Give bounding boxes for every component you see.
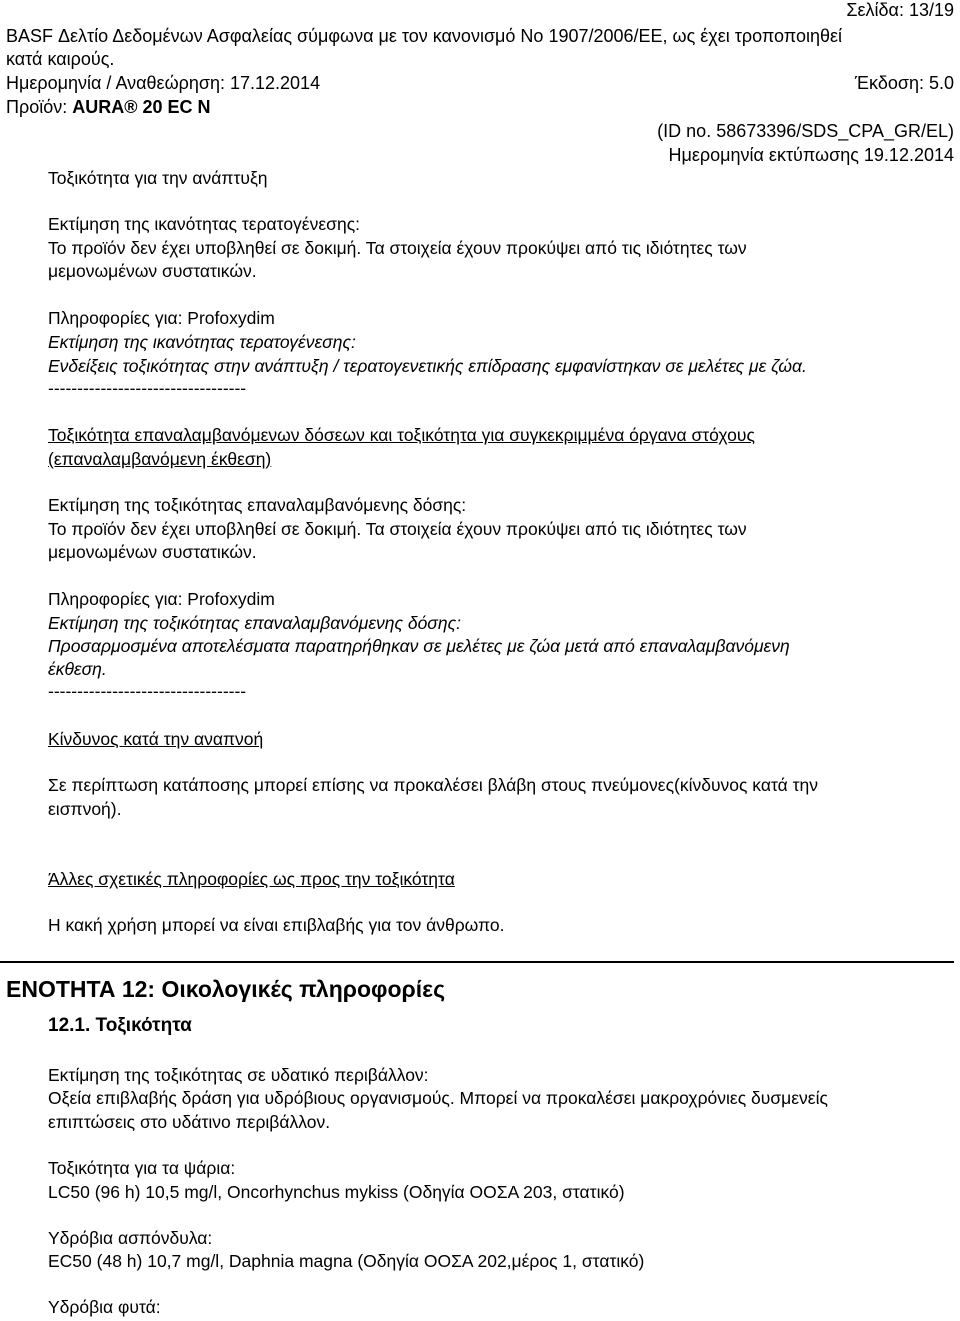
print-date: Ημερομηνία εκτύπωσης 19.12.2014 [668,145,954,165]
repeated-info-for: Πληροφορίες για: Profoxydim [48,589,275,609]
repeated-heading-line2: (επαναλαμβανόμενη έκθεση) [48,449,272,469]
page-number: Σελίδα: 13/19 [846,0,954,20]
document-id: (ID no. 58673396/SDS_CPA_GR/EL) [657,121,954,141]
dev-tox-info-text: Ενδείξεις τοξικότητας στην ανάπτυξη / τερατογενετικής επίδρασης εμφανίστηκαν σε μελέτες με ζώα. [48,356,807,376]
aquatic-plants-label: Υδρόβια φυτά: [48,1297,161,1317]
separator: ---------------------------------- [48,681,247,701]
header-title-line2: κατά καιρούς. [6,49,115,69]
product-name: AURA® 20 EC N [72,97,211,117]
repeated-assessment-label: Εκτίμηση της τοξικότητας επαναλαμβανόμενης δόσης: [48,495,467,515]
version: Έκδοση: 5.0 [854,73,954,93]
aquatic-label: Εκτίμηση της τοξικότητας σε υδατικό περιβάλλον: [48,1065,429,1085]
invertebrates-label: Υδρόβια ασπόνδυλα: [48,1228,213,1248]
aspiration-text-line1: Σε περίπτωση κατάποσης μπορεί επίσης να προκαλέσει βλάβη στους πνεύμονες(κίνδυνος κατά την [48,775,818,795]
section12-title: ΕΝΟΤΗΤΑ 12: Οικολογικές πληροφορίες [6,976,446,1002]
product-label: Προϊόν: [6,97,73,117]
section-divider [0,961,954,963]
dev-tox-assessment-line1: Το προϊόν δεν έχει υποβληθεί σε δοκιμή. Τα στοιχεία έχουν προκύψει από τις ιδιότητες των [48,238,747,258]
fish-value: LC50 (96 h) 10,5 mg/l, Oncorhynchus mykiss (Οδηγία ΟΟΣΑ 203, στατικό) [48,1182,625,1202]
aquatic-line2: επιπτώσεις στο υδάτινο περιβάλλον. [48,1112,331,1132]
invertebrates-value: EC50 (48 h) 10,7 mg/l, Daphnia magna (Οδηγία ΟΟΣΑ 202,μέρος 1, στατικό) [48,1251,645,1271]
repeated-assessment-line1: Το προϊόν δεν έχει υποβληθεί σε δοκιμή. Τα στοιχεία έχουν προκύψει από τις ιδιότητες των [48,519,747,539]
dev-tox-info-for: Πληροφορίες για: Profoxydim [48,308,275,328]
product-line [6,97,211,118]
dev-tox-assessment-label: Εκτίμηση της ικανότητας τερατογένεσης: [48,214,360,234]
dev-tox-heading: Τοξικότητα για την ανάπτυξη [48,168,268,188]
repeated-info-line2: έκθεση. [48,659,107,679]
separator: ---------------------------------- [48,378,247,398]
header-title-line1: BASF Δελτίο Δεδομένων Ασφαλείας σύμφωνα με τον κανονισμό Νο 1907/2006/ΕΕ, ως έχει τροποποιηθεί [6,26,843,46]
section12-subtitle: 12.1. Τοξικότητα [48,1015,192,1036]
dev-tox-info-label: Εκτίμηση της ικανότητας τερατογένεσης: [48,332,356,352]
repeated-heading-line1: Τοξικότητα επαναλαμβανόμενων δόσεων και τοξικότητα για συγκεκριμμένα όργανα στόχους [48,425,755,445]
dev-tox-assessment-line2: μεμονωμένων συστατικών. [48,261,257,281]
aspiration-heading: Κίνδυνος κατά την αναπνοή [48,729,264,749]
revision-date: Ημερομηνία / Αναθεώρηση: 17.12.2014 [6,73,321,93]
repeated-info-line1: Προσαρμοσμένα αποτελέσματα παρατηρήθηκαν σε μελέτες με ζώα μετά από επαναλαμβανόμενη [48,636,790,656]
other-info-heading: Άλλες σχετικές πληροφορίες ως προς την τοξικότητα [48,869,455,889]
aspiration-text-line2: εισπνοή). [48,799,122,819]
aquatic-line1: Οξεία επιβλαβής δράση για υδρόβιους οργανισμούς. Μπορεί να προκαλέσει μακροχρόνιες δυσμενείς [48,1088,828,1108]
repeated-assessment-line2: μεμονωμένων συστατικών. [48,542,257,562]
fish-label: Τοξικότητα για τα ψάρια: [48,1158,236,1178]
repeated-info-label: Εκτίμηση της τοξικότητας επαναλαμβανόμενης δόσης: [48,613,461,633]
other-info-text: Η κακή χρήση μπορεί να είναι επιβλαβής για τον άνθρωπο. [48,915,505,935]
